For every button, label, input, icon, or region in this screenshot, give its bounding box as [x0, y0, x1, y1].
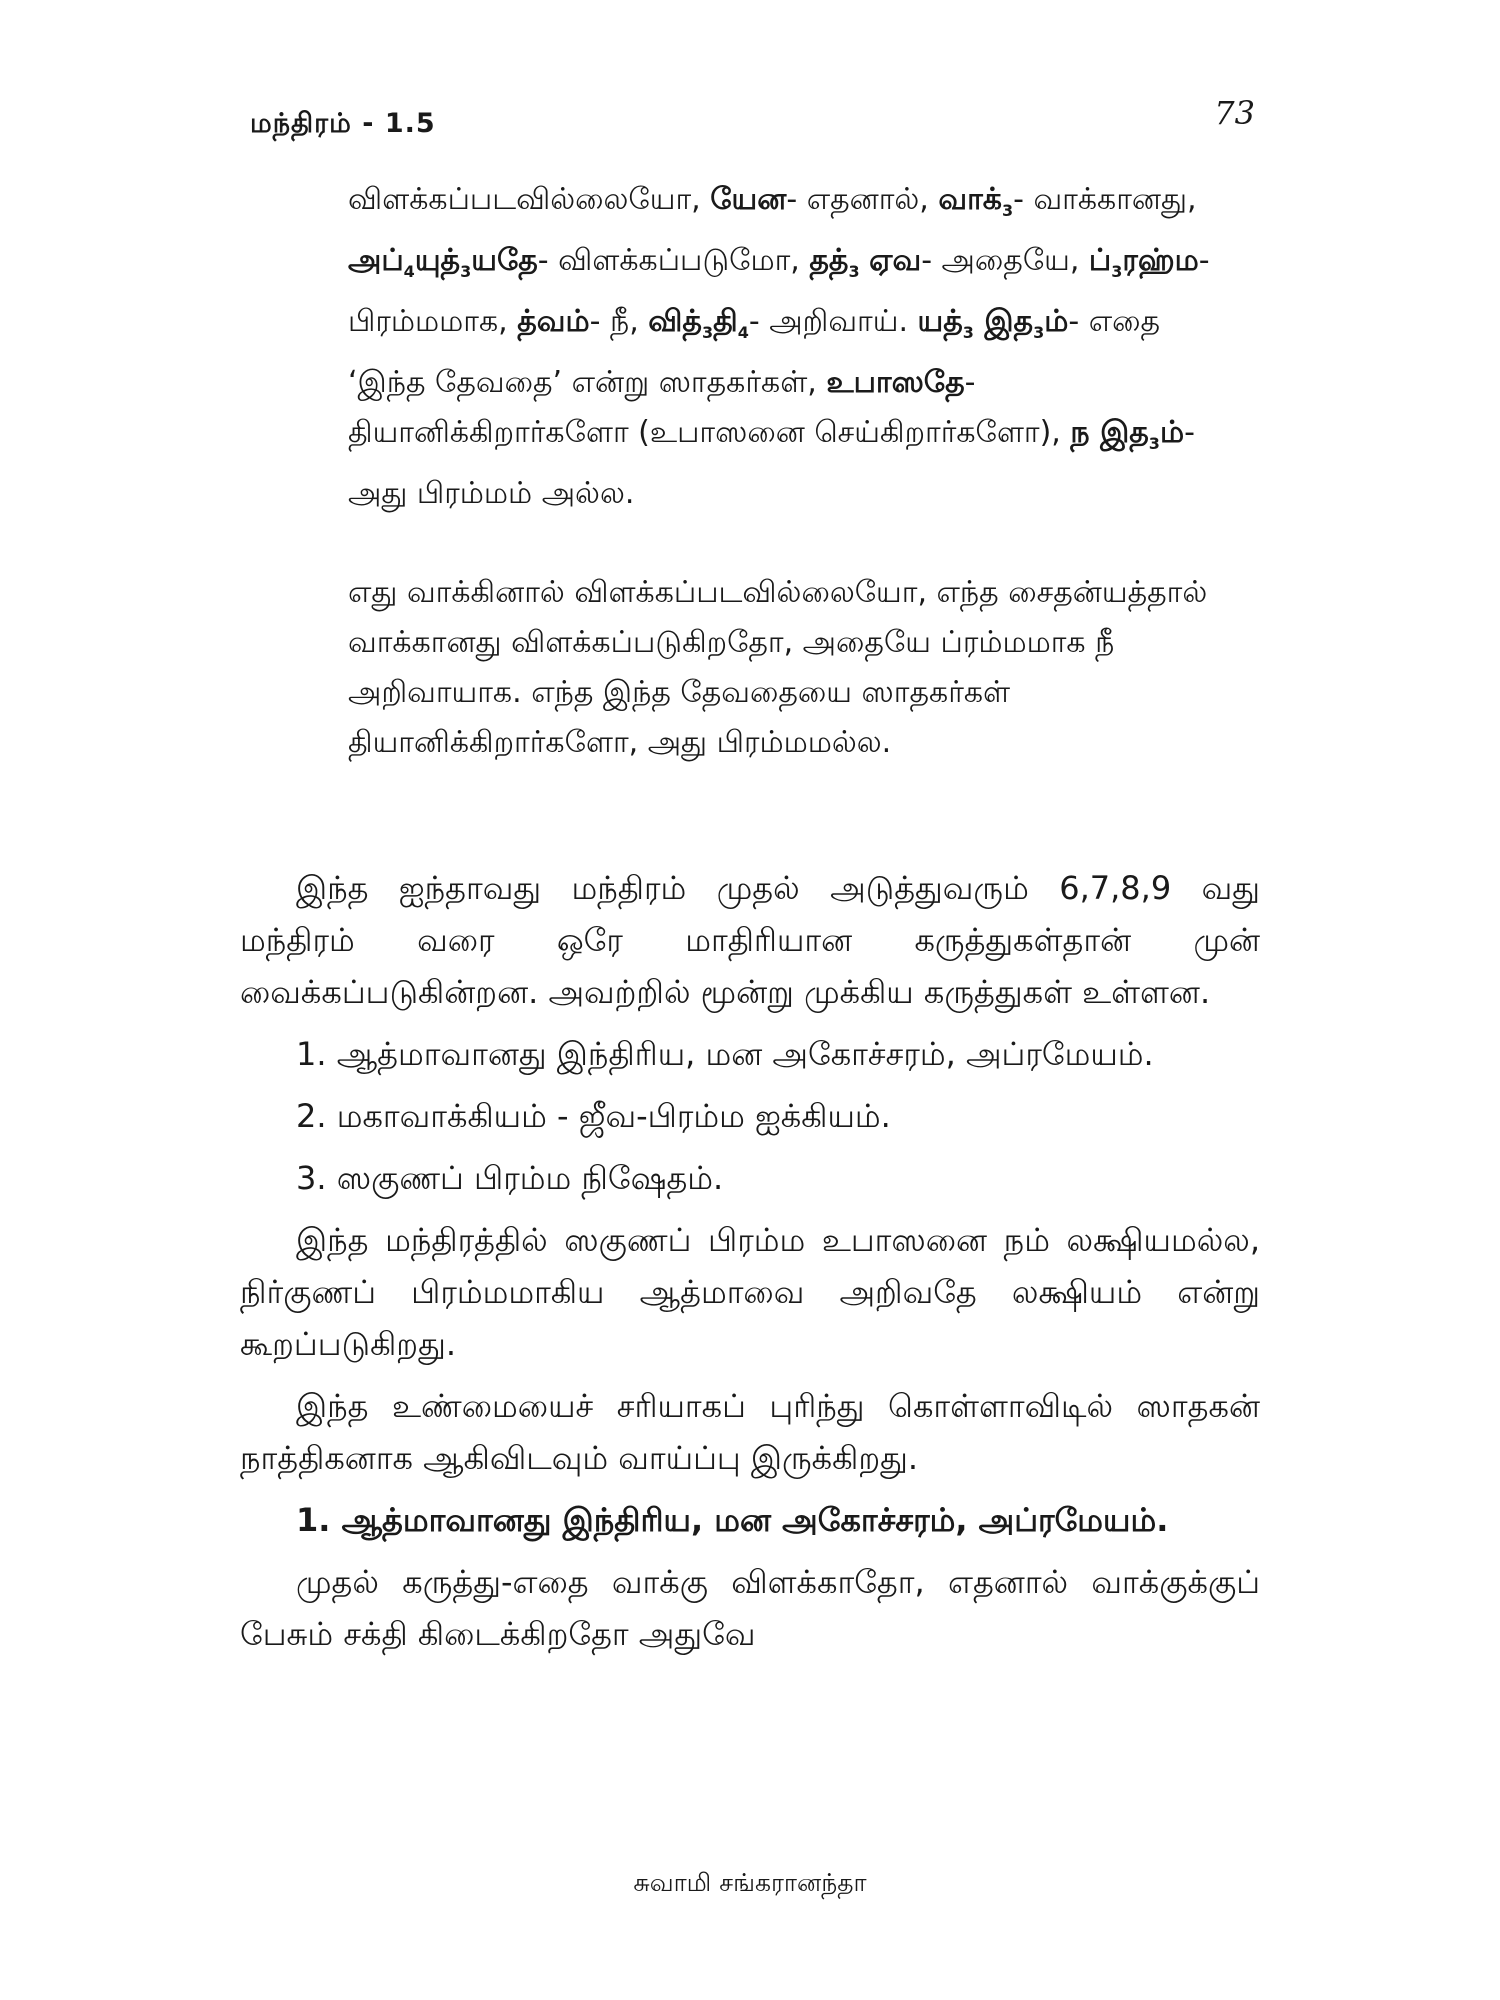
main-text: [240, 862, 1260, 1670]
word-by-word-meaning: விளக்கப்படவில்லையோ, யேன- எதனால், $வாக்_3-$ வாக்கானது, $அப்_4யுத்_3யதே-$ விளக்கப்படுமோ, $தத்_3$ ஏவ- அதையே, $ப்_3ரஹ்ம-$ பிரம்மமாக, த்வம்- நீ, $வித்_3தி_4-$ அறிவாய். $யத்_3$ இத$_3$ம்- எதை ‘இந்த தேவதை’ என்று ஸாதகர்கள், உபாஸதே- தியானிக்கிறார்களோ (உபாஸனை செய்கிறார்களோ), ந இத$_3$ம்- அது பிரம்மம் அல்ல.: [348, 182, 1210, 511]
list-item: 3. ஸகுணப் பிரம்ம நிஷேதம்.: [296, 1159, 724, 1197]
paragraph: இந்த ஐந்தாவது மந்திரம் முதல் அடுத்துவரும் 6,7,8,9 வது மந்திரம் வரை ஒரே மாதிரியான கருத்துகள்தான் முன் வைக்கப்படுகின்றன. அவற்றில் மூன்று முக்கிய கருத்துகள் உள்ளன.: [240, 869, 1260, 1011]
footer-author: சுவாமி சங்கரானந்தா: [633, 1868, 867, 1897]
section-heading: 1. ஆத்மாவானது இந்திரிய, மன அகோச்சரம், அப்ரமேயம்.: [296, 1501, 1169, 1539]
paragraph: இந்த மந்திரத்தில் ஸகுணப் பிரம்ம உபாஸனை நம் லக்ஷியமல்ல, நிர்குணப் பிரம்மமாகிய ஆத்மாவை அறிவதே லக்ஷியம் என்று கூறப்படுகிறது.: [240, 1221, 1260, 1363]
list-item: 1. ஆத்மாவானது இந்திரிய, மன அகோச்சரம், அப்ரமேயம்.: [296, 1035, 1154, 1073]
page-number: 73: [1214, 94, 1255, 132]
translation-block: [348, 568, 1228, 768]
paragraph: முதல் கருத்து-எதை வாக்கு விளக்காதோ, எதனால் வாக்குக்குப் பேசும் சக்தி கிடைக்கிறதோ அதுவே: [240, 1563, 1260, 1653]
glossary-block: [348, 175, 1228, 519]
running-head: மந்திரம் - 1.5: [250, 108, 436, 139]
paragraph: இந்த உண்மையைச் சரியாகப் புரிந்து கொள்ளாவிடில் ஸாதகன் நாத்திகனாக ஆகிவிடவும் வாய்ப்பு இருக்கிறது.: [240, 1387, 1260, 1477]
list-item: 2. மகாவாக்கியம் - ஜீவ-பிரம்ம ஐக்கியம்.: [296, 1097, 891, 1135]
translation-text: எது வாக்கினால் விளக்கப்படவில்லையோ, எந்த சைதன்யத்தால் வாக்கானது விளக்கப்படுகிறதோ, அதையே ப்ரம்மமாக நீ அறிவாயாக. எந்த இந்த தேவதையை ஸாதகர்கள் தியானிக்கிறார்களோ, அது பிரம்மமல்ல.: [348, 575, 1208, 760]
